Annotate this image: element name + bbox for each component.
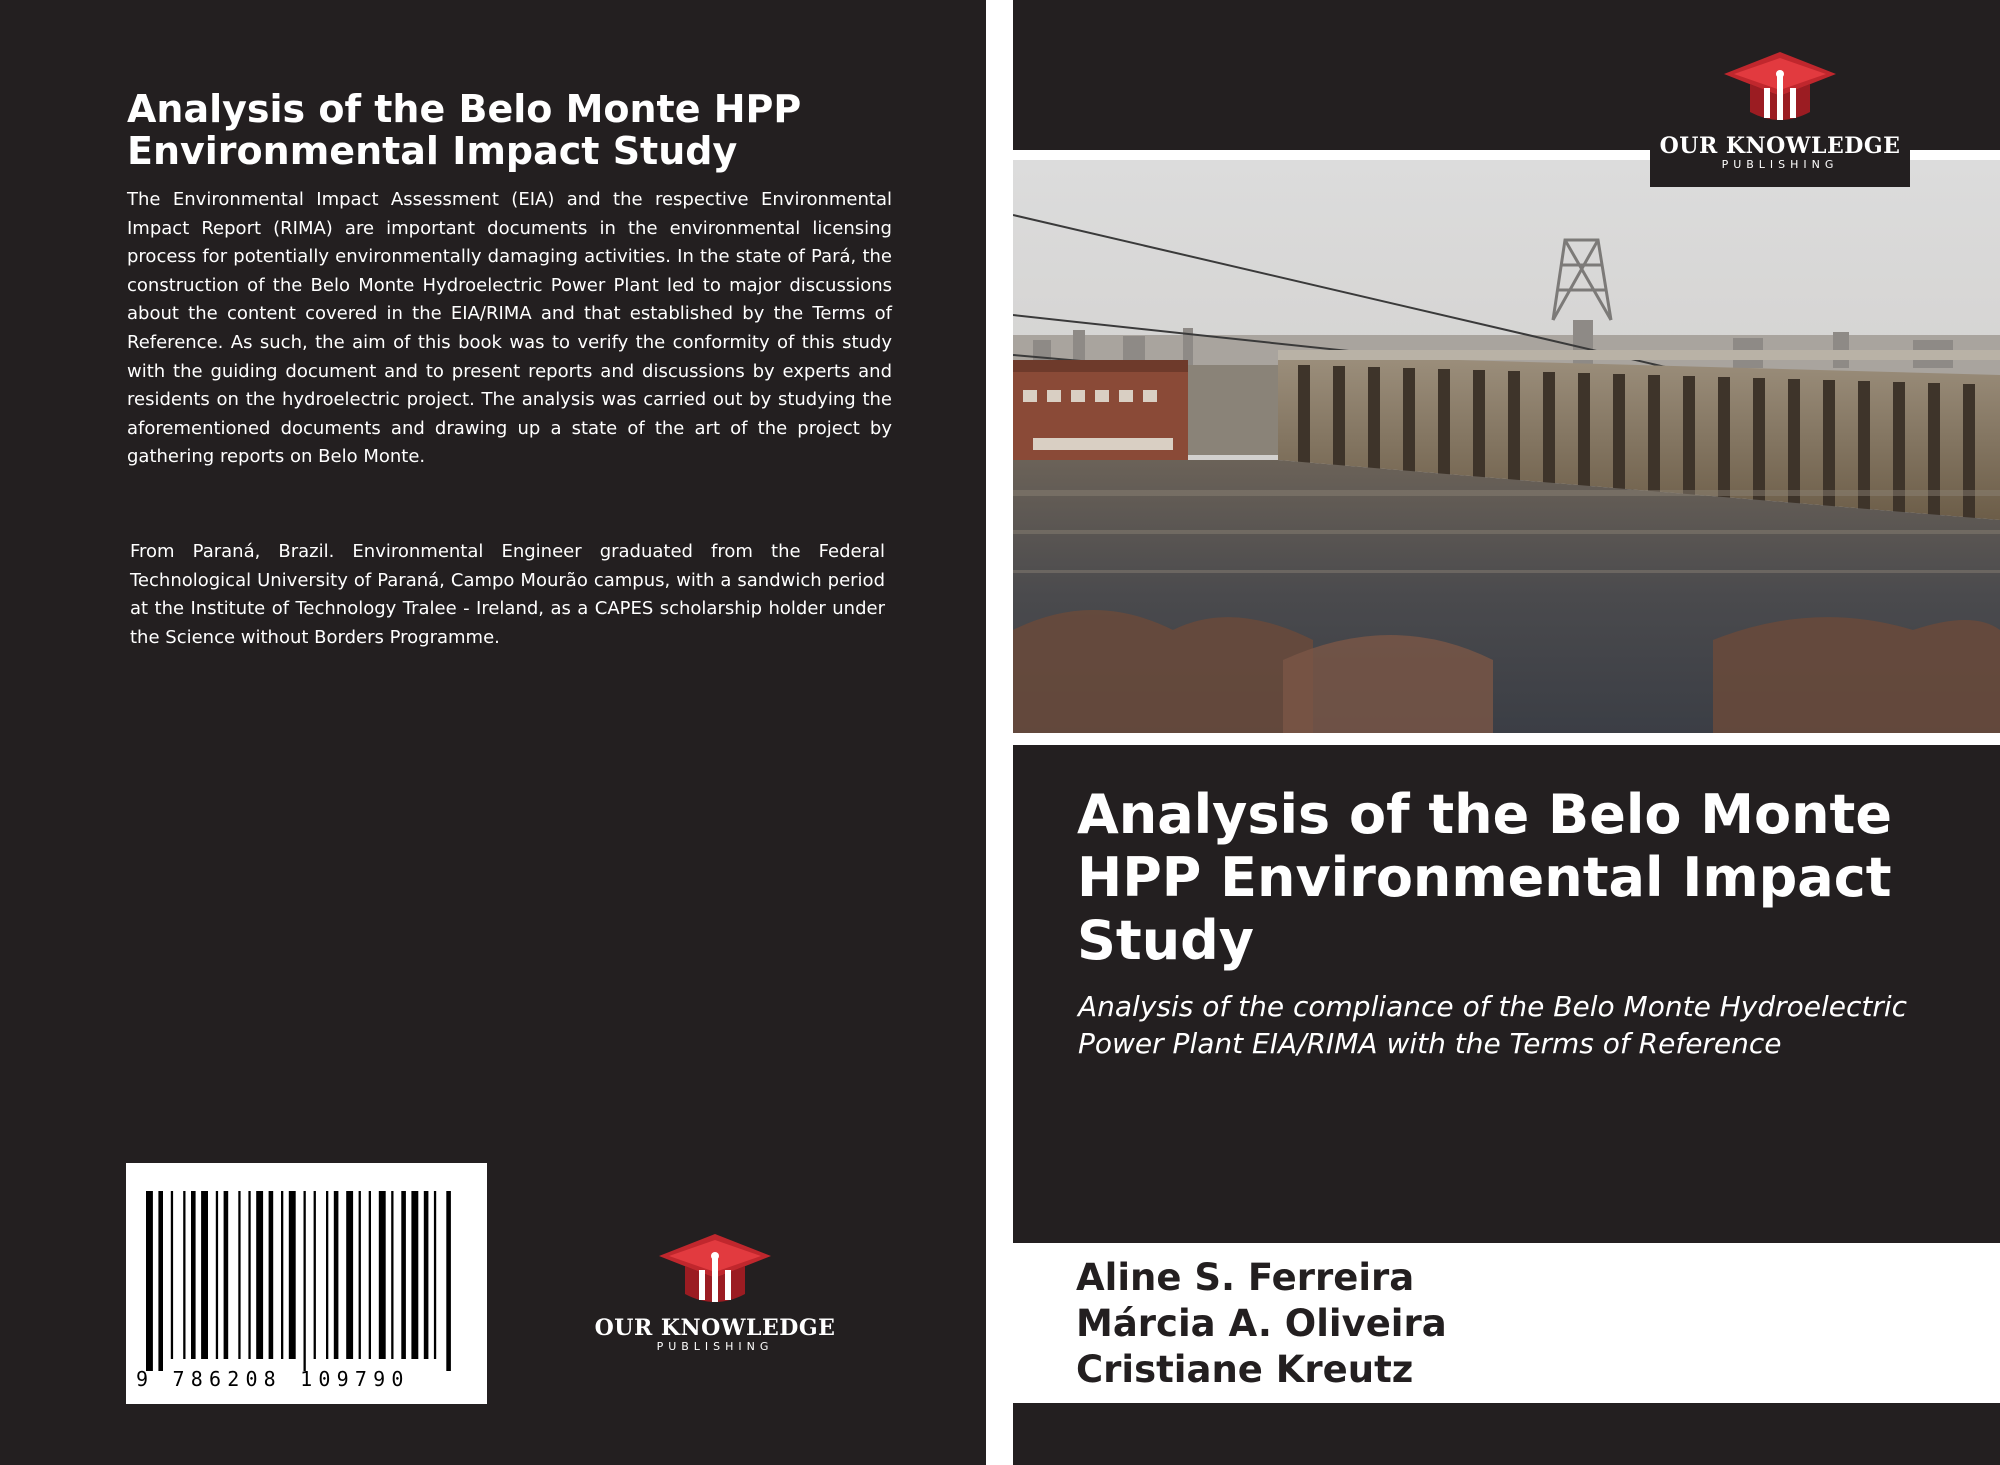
barcode-bar: [171, 1191, 173, 1359]
back-cover: [0, 0, 986, 1465]
barcode-bar: [446, 1191, 451, 1371]
author-name: Márcia A. Oliveira: [1076, 1302, 1447, 1345]
author-list: [1076, 1255, 1447, 1393]
publisher-logo-back: [590, 1230, 840, 1354]
barcode-bar: [256, 1191, 263, 1359]
barcode-bar: [248, 1191, 250, 1359]
barcode-bar: [326, 1191, 328, 1359]
barcode-bar: [379, 1191, 386, 1359]
front-cover-subtitle: Analysis of the compliance of the Belo Monte Hydroelectric Power Plant EIA/RIMA with the Terms of Reference: [1078, 990, 1908, 1060]
front-cover-title: Analysis of the Belo Monte HPP Environmental Impact Study: [1077, 783, 1892, 972]
barcode-bar: [146, 1191, 153, 1371]
publisher-sub: PUBLISHING: [656, 1340, 774, 1353]
publisher-name: OUR KNOWLEDGE: [594, 1315, 836, 1341]
barcode-bar: [411, 1191, 418, 1359]
back-cover-title: Analysis of the Belo Monte HPP Environmental Impact Study: [127, 87, 802, 173]
barcode-bar: [201, 1191, 208, 1359]
author-bio: From Paraná, Brazil. Environmental Engineer graduated from the Federal Technological University of Paraná, Campo Mourão campus, with a sandwich period at the Institute of Technology Tralee - Ireland, as a CAPES scholarship holder under the Science without Borders Programme.: [130, 541, 885, 648]
barcode-bar: [401, 1191, 406, 1359]
back-cover-blurb: The Environmental Impact Assessment (EIA) and the respective Environmental Impact Report (RIMA) are important documents in the environmental licensing process for potentially environmentally damaging activities. In the state of Pará, the construction of the Belo Monte Hydroelectric Power Plant led to major discussions about the content covered in the EIA/RIMA and that established by the Terms of Reference. As such, the aim of this book was to verify the conformity of this study with the guiding document and to present reports and discussions by experts and residents on the hydroelectric project. The analysis was carried out by studying the aforementioned documents and drawing up a state of the art of the project by gathering reports on Belo Monte.: [127, 189, 892, 468]
barcode-bar: [346, 1191, 353, 1359]
publisher-name: OUR KNOWLEDGE: [1659, 133, 1901, 159]
barcode-bar: [434, 1191, 436, 1359]
dam-photo-illustration: [1013, 160, 2000, 733]
barcode-bar: [158, 1191, 163, 1371]
barcode-bar: [424, 1191, 429, 1359]
publisher-sub: PUBLISHING: [1721, 158, 1839, 171]
barcode-bar: [191, 1191, 196, 1359]
barcode-bars-icon: [146, 1191, 471, 1371]
barcode-bar: [281, 1191, 283, 1359]
isbn-digits: 9 786208 109790: [136, 1367, 410, 1391]
author-name: Aline S. Ferreira: [1076, 1256, 1415, 1299]
cover-photo-dam: [1013, 160, 2000, 733]
barcode-bar: [289, 1191, 296, 1359]
barcode-bar: [304, 1191, 306, 1371]
barcode-bar: [224, 1191, 229, 1359]
barcode-bar: [183, 1191, 185, 1359]
isbn-barcode: [126, 1163, 487, 1404]
graduation-cap-icon: [1720, 48, 1840, 130]
barcode-bar: [269, 1191, 274, 1359]
barcode-bar: [238, 1191, 240, 1359]
barcode-bar: [334, 1191, 339, 1359]
spine: [986, 0, 1013, 1465]
graduation-cap-icon: [655, 1230, 775, 1312]
barcode-bar: [359, 1191, 361, 1359]
barcode-bar: [369, 1191, 371, 1359]
publisher-logo-front: [1650, 40, 1910, 187]
barcode-bar: [314, 1191, 316, 1359]
front-bottom-band: [1013, 1403, 2000, 1465]
author-name: Cristiane Kreutz: [1076, 1348, 1414, 1391]
barcode-bar: [216, 1191, 218, 1359]
barcode-bar: [391, 1191, 393, 1359]
